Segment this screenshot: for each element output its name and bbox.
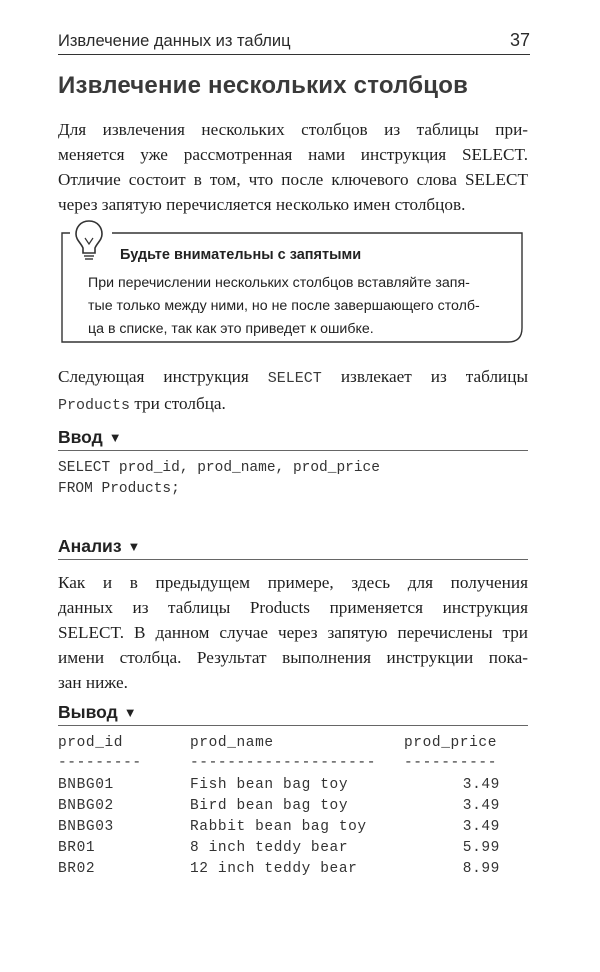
analysis-heading bbox=[58, 536, 140, 557]
column-header: prod_price bbox=[404, 735, 498, 751]
table-cell: 8 inch teddy bear bbox=[190, 840, 349, 856]
table-cell: 3.49 bbox=[462, 777, 500, 793]
table-cell: BNBG01 bbox=[58, 777, 114, 793]
column-separator: --------- bbox=[58, 755, 142, 771]
table-cell: BNBG02 bbox=[58, 798, 114, 814]
lightbulb-icon bbox=[72, 218, 106, 262]
analysis-label: Анализ bbox=[58, 536, 122, 556]
note-title: Будьте внимательны с запятыми bbox=[120, 247, 362, 263]
lead-line-1 bbox=[58, 364, 528, 391]
table-cell: Bird bean bag toy bbox=[190, 798, 349, 814]
triangle-down-icon: ▼ bbox=[123, 705, 137, 720]
output-rule bbox=[58, 725, 528, 726]
triangle-down-icon: ▼ bbox=[108, 430, 122, 445]
column-separator: -------------------- bbox=[190, 755, 377, 771]
lead-text: три столбца. bbox=[130, 394, 226, 413]
output-label: Вывод bbox=[58, 702, 118, 722]
intro-line: меняется уже рассмотренная нами инструкция SELECT. bbox=[58, 145, 528, 164]
table-cell: Fish bean bag toy bbox=[190, 777, 349, 793]
column-header: prod_name bbox=[190, 735, 274, 751]
code-line: FROM Products; bbox=[58, 481, 180, 497]
table-cell: 3.49 bbox=[462, 819, 500, 835]
lead-text: извлекает из таблицы bbox=[321, 367, 528, 386]
header-rule bbox=[58, 54, 530, 55]
input-heading bbox=[58, 427, 122, 448]
note-text bbox=[88, 272, 508, 341]
analysis-line: данных из таблицы Products применяется инструкция bbox=[58, 598, 528, 617]
intro-line: Для извлечения нескольких столбцов из таблицы при- bbox=[58, 120, 528, 139]
intro-line: Отличие состоит в том, что после ключевого слова SELECT bbox=[58, 170, 528, 189]
table-cell: 3.49 bbox=[462, 798, 500, 814]
table-cell: BNBG03 bbox=[58, 819, 114, 835]
output-heading bbox=[58, 702, 137, 723]
analysis-rule bbox=[58, 559, 528, 560]
table-cell: 12 inch teddy bear bbox=[190, 861, 358, 877]
input-label: Ввод bbox=[58, 427, 103, 447]
analysis-line: зан ниже. bbox=[58, 673, 128, 692]
section-title: Извлечение нескольких столбцов bbox=[58, 72, 469, 99]
intro-line: через запятую перечисляется несколько имен столбцов. bbox=[58, 195, 466, 214]
table-cell: 5.99 bbox=[462, 840, 500, 856]
analysis-paragraph bbox=[58, 570, 528, 695]
analysis-line: SELECT. В данном случае через запятую перечислены три bbox=[58, 623, 528, 642]
table-cell: BR01 bbox=[58, 840, 96, 856]
input-rule bbox=[58, 450, 528, 451]
page-number: 37 bbox=[509, 30, 530, 50]
intro-paragraph bbox=[58, 117, 528, 217]
column-header: prod_id bbox=[58, 735, 124, 751]
note-line: тые только между ними, но не после завершающего столб- bbox=[88, 298, 480, 314]
triangle-down-icon: ▼ bbox=[127, 539, 141, 554]
lead-text: Следующая инструкция bbox=[58, 367, 268, 386]
lead-paragraph bbox=[58, 364, 528, 418]
table-cell: BR02 bbox=[58, 861, 96, 877]
input-code bbox=[58, 458, 380, 500]
lead-keyword: SELECT bbox=[267, 370, 322, 387]
code-line: SELECT prod_id, prod_name, prod_price bbox=[58, 460, 380, 476]
lead-keyword: Products bbox=[58, 397, 131, 414]
lead-line-2 bbox=[58, 391, 528, 418]
note-line: При перечислении нескольких столбцов вставляйте запя- bbox=[88, 275, 470, 291]
column-separator: ---------- bbox=[404, 755, 498, 771]
note-line: ца в списке, так как это приведет к ошибке. bbox=[88, 321, 374, 337]
analysis-line: имени столбца. Результат выполнения инструкции пока- bbox=[58, 648, 528, 667]
table-cell: Rabbit bean bag toy bbox=[190, 819, 367, 835]
table-cell: 8.99 bbox=[462, 861, 500, 877]
analysis-line: Как и в предыдущем примере, здесь для получения bbox=[58, 573, 528, 592]
running-header-title: Извлечение данных из таблиц bbox=[58, 32, 291, 50]
